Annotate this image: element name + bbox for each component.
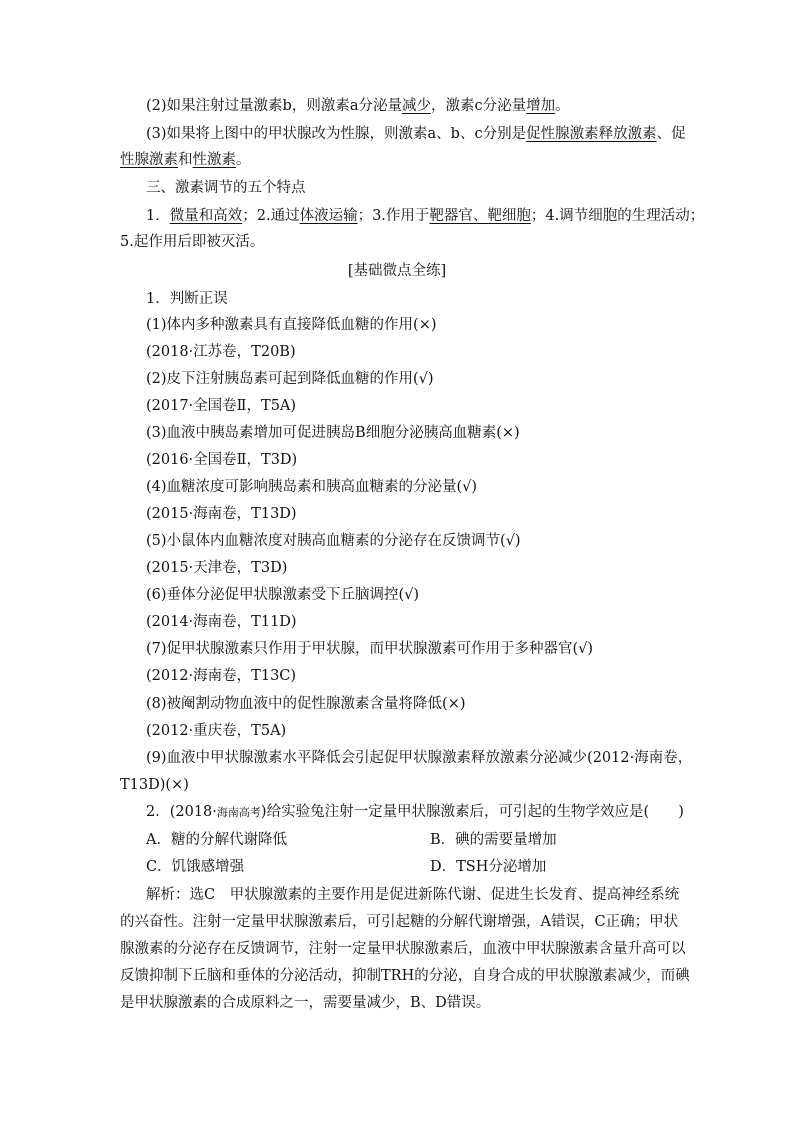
- text: 、促: [656, 126, 686, 142]
- section-heading: 三、激素调节的五个特点: [146, 180, 306, 196]
- option-a: A．糖的分解代谢降低: [146, 832, 287, 848]
- text: (2)如果注射过量激素b，则激素a分泌量: [146, 98, 402, 114]
- underlined-answer: 性腺激素: [120, 152, 178, 168]
- item-source: (2014·海南卷，T11D): [146, 614, 297, 630]
- judgement-item: (2)皮下注射胰岛素可起到降低血糖的作用(√): [146, 371, 434, 387]
- underlined-answer: 性激素: [192, 152, 236, 168]
- judgement-item: (7)促甲状腺激素只作用于甲状腺，而甲状腺激素可作用于多种器官(√): [146, 641, 594, 657]
- text: (3)如果将上图中的甲状腺改为性腺，则激素a、b、c分别是: [146, 126, 527, 142]
- analysis-line: 反馈抑制下丘脑和垂体的分泌活动，抑制TRH的分泌，自身合成的甲状腺激素减少，而碘: [120, 968, 690, 984]
- text: ；4.调节细胞的生理活动；: [530, 208, 705, 224]
- item-source: (2012·重庆卷，T5A): [146, 723, 287, 739]
- text: ；2.通过: [242, 208, 300, 224]
- paragraph-3-line2: [120, 150, 251, 170]
- analysis-line: 腺激素的分泌存在反馈调节，注射一定量甲状腺激素后，血液中甲状腺激素含量升高可以: [120, 941, 686, 957]
- judgement-item: (4)血糖浓度可影响胰岛素和胰高血糖素的分泌量(√): [146, 479, 478, 495]
- underlined-answer: 促性腺激素释放激素: [526, 126, 657, 142]
- judgement-item: (8)被阉割动物血液中的促性腺激素含量将降低(×): [146, 696, 466, 712]
- underlined-answer: 减少: [401, 98, 431, 114]
- question-2-stem: [146, 802, 684, 823]
- underlined-answer: 增加: [526, 98, 556, 114]
- analysis-line: 解析：选C 甲状腺激素的主要作用是促进新陈代谢、促进生长发育、提高神经系统: [146, 887, 680, 903]
- item-source: (2018·江苏卷，T20B): [146, 344, 296, 360]
- option-d: D．TSH分泌增加: [430, 859, 547, 875]
- features-line2: 5.起作用后即被灭活。: [120, 234, 265, 250]
- judgement-item: (1)体内多种激素具有直接降低血糖的作用(×): [146, 317, 437, 333]
- text: 。: [236, 152, 251, 168]
- judgement-item: (5)小鼠体内血糖浓度对胰高血糖素的分泌存在反馈调节(√): [146, 533, 521, 549]
- item-source: (2015·海南卷，T13D): [146, 506, 297, 522]
- text: 。: [555, 98, 570, 114]
- text: 1．: [146, 208, 170, 224]
- item-source: T13D)(×): [120, 777, 189, 793]
- analysis-line: 是甲状腺激素的合成原料之一，需要量减少，B、D错误。: [120, 995, 491, 1011]
- text: 和: [178, 152, 193, 168]
- item-source: (2012·海南卷，T13C): [146, 668, 297, 684]
- judgement-item: (9)血液中甲状腺激素水平降低会引起促甲状腺激素释放激素分泌减少(2012·海南卷，: [146, 750, 693, 766]
- analysis-line: 的兴奋性。注射一定量甲状腺激素后，可引起糖的分解代谢增强，A错误，C正确；甲状: [120, 914, 679, 930]
- text: 2．(2018·: [146, 804, 217, 820]
- source-label: 海南高考: [216, 806, 261, 819]
- paragraph-3-line1: [146, 124, 686, 144]
- underlined-answer: 靶器官、靶细胞: [429, 208, 531, 224]
- option-b: B．碘的需要量增加: [430, 832, 557, 848]
- text: ，激素c分泌量: [430, 98, 527, 114]
- judgement-item: (3)血液中胰岛素增加可促进胰岛B细胞分泌胰高血糖素(×): [146, 425, 520, 441]
- text: )给实验兔注射一定量甲状腺激素后，可引起的生物学效应是( ): [260, 804, 684, 820]
- item-source: (2016·全国卷Ⅱ，T3D): [146, 452, 298, 468]
- features-line1: [146, 206, 704, 226]
- judgement-item: (6)垂体分泌促甲状腺激素受下丘脑调控(√): [146, 587, 420, 603]
- option-c: C．饥饿感增强: [146, 859, 245, 875]
- practice-title: [基础微点全练]: [347, 263, 447, 279]
- underlined-answer: 微量和高效: [169, 208, 243, 224]
- item-source: (2015·天津卷，T3D): [146, 560, 288, 576]
- question-1-title: 1．判断正误: [146, 291, 228, 307]
- text: ；3.作用于: [357, 208, 430, 224]
- paragraph-2: [146, 96, 570, 116]
- underlined-answer: 体液运输: [299, 208, 358, 224]
- item-source: (2017·全国卷Ⅱ，T5A): [146, 398, 297, 414]
